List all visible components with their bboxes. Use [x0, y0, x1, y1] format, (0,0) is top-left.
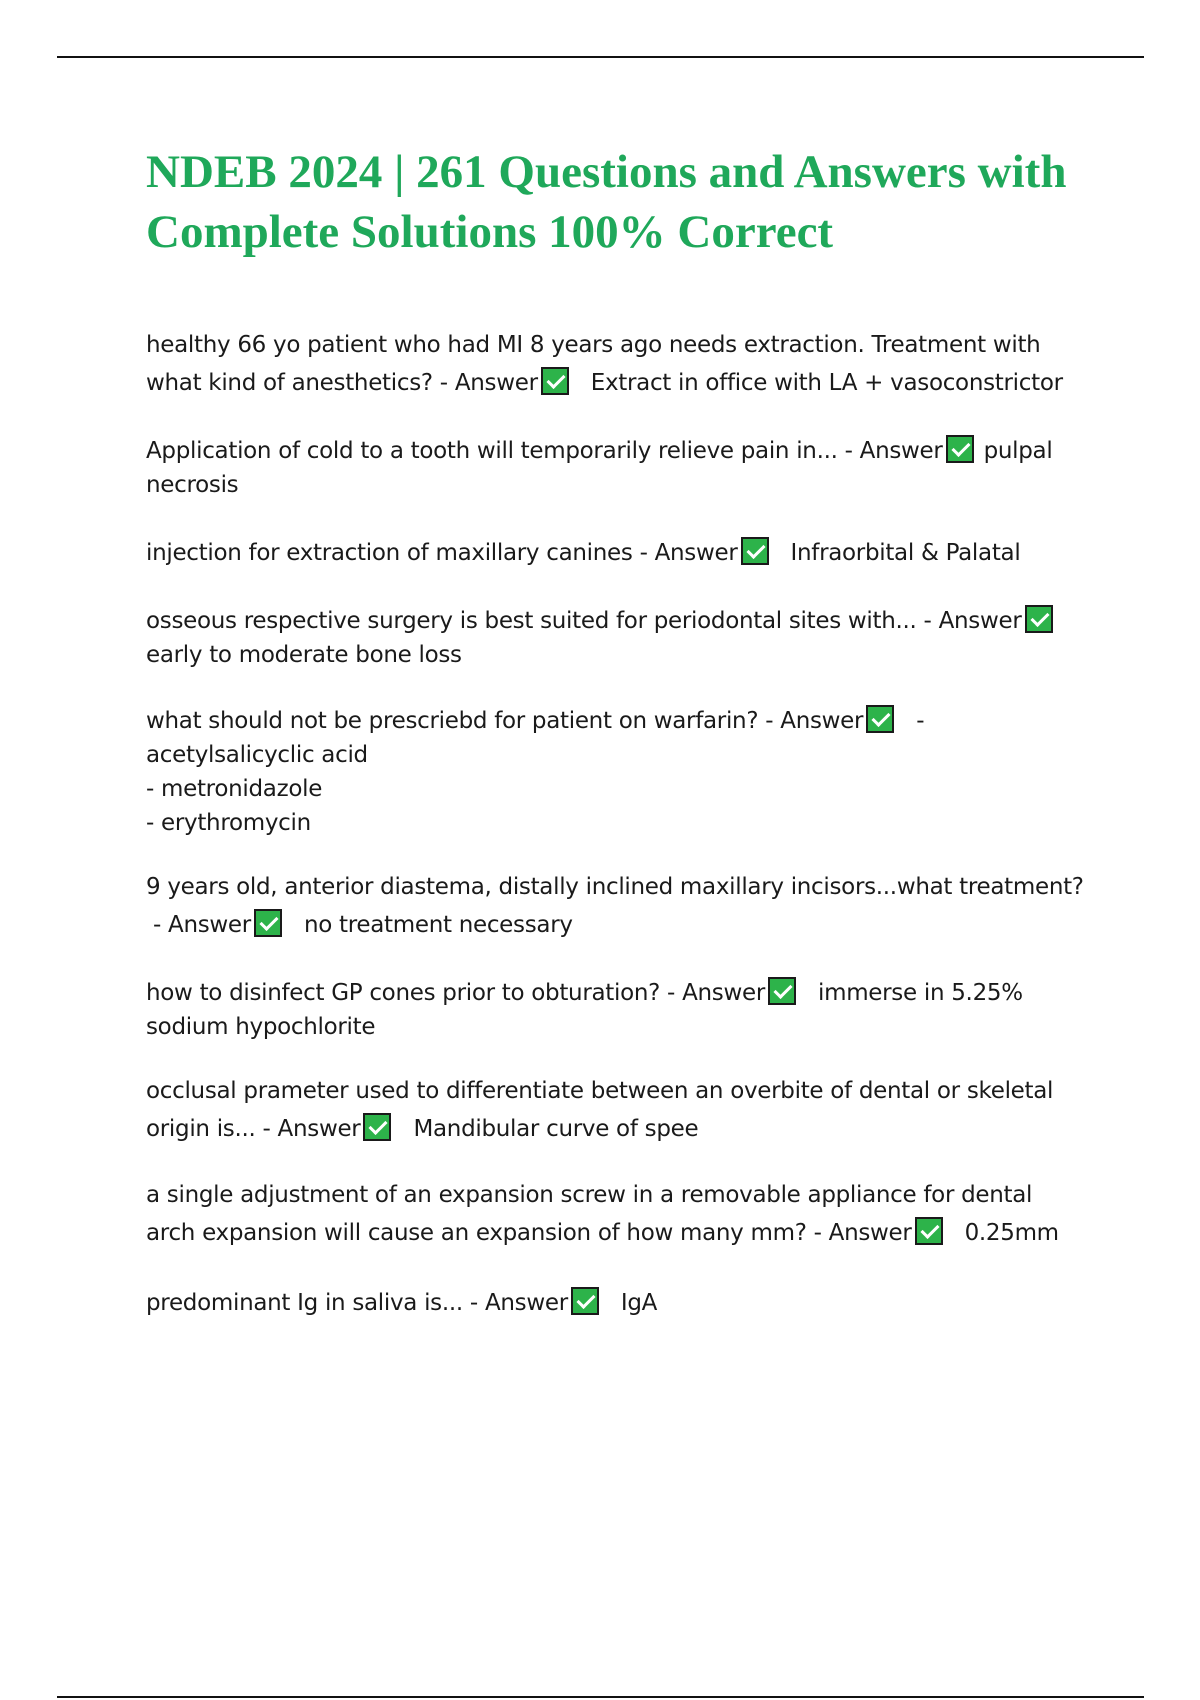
qa-list — [146, 326, 1086, 1354]
answer-text: Mandibular curve of spee — [413, 1116, 699, 1142]
answer-marker: Answer — [277, 1116, 361, 1142]
check-icon — [571, 1287, 599, 1315]
answer-marker: Answer — [654, 540, 738, 566]
answer-marker: Answer — [484, 1290, 568, 1316]
header-rule — [57, 56, 1144, 58]
check-icon — [946, 435, 974, 463]
answer-marker: Answer — [168, 912, 251, 938]
qa-item: predominant Ig in saliva is... - Answer IgA — [146, 1284, 1086, 1322]
answer-text: early to moderate bone loss — [146, 642, 462, 668]
check-icon — [741, 537, 769, 565]
check-icon — [1025, 605, 1053, 633]
answer-text: immerse in 5.25% sodium hypochlorite — [146, 980, 1023, 1040]
qa-item: 9 years old, anterior diastema, distally inclined maxillary incisors...what treatment? - Answer no treatment necessary — [146, 874, 1084, 938]
footer-rule — [57, 1696, 1144, 1698]
question-text: occlusal prameter used to differentiate between an overbite of dental or skeletal origin is... — [146, 1078, 1054, 1142]
qa-item: how to disinfect GP cones prior to obturation? - Answer immerse in 5.25% sodium hypochlorite — [146, 976, 1086, 1044]
answer-text: 0.25mm — [964, 1220, 1059, 1246]
question-text: what should not be prescriebd for patient on warfarin? — [146, 708, 759, 734]
answer-marker: Answer — [859, 438, 943, 464]
answer-marker: Answer — [938, 608, 1022, 634]
question-text: injection for extraction of maxillary canines — [146, 540, 633, 566]
qa-item: occlusal prameter used to differentiate between an overbite of dental or skeletal origin is... - Answer Mandibular curve of spee — [146, 1078, 1054, 1142]
answer-text: Extract in office with LA + vasoconstrictor — [590, 370, 1063, 396]
answer-text: IgA — [620, 1290, 658, 1316]
qa-item: what should not be prescriebd for patient on warfarin? - Answer - acetylsalicyclic acid - metronidazole - erythromycin — [146, 704, 1086, 840]
question-text: Application of cold to a tooth will temporarily relieve pain in... — [146, 438, 838, 464]
answer-marker: Answer — [780, 708, 864, 734]
qa-item: Application of cold to a tooth will temporarily relieve pain in... - Answer pulpal necrosis — [146, 434, 1086, 502]
question-text: how to disinfect GP cones prior to obturation? — [146, 980, 661, 1006]
answer-text: Infraorbital & Palatal — [790, 540, 1021, 566]
answer-list-item: - metronidazole — [146, 776, 323, 802]
check-icon — [915, 1217, 943, 1245]
question-text: healthy 66 yo patient who had MI 8 years ago needs extraction. Treatment with what kind of anesthetics? — [146, 332, 1041, 396]
check-icon — [254, 909, 282, 937]
question-text: predominant Ig in saliva is... — [146, 1290, 463, 1316]
check-icon — [363, 1113, 391, 1141]
answer-text: pulpal necrosis — [146, 438, 1053, 498]
answer-marker: Answer — [828, 1220, 912, 1246]
question-text: 9 years old, anterior diastema, distally inclined maxillary incisors...what treatment? — [146, 874, 1084, 900]
answer-marker: Answer — [454, 370, 538, 396]
answer-text: - acetylsalicyclic acid — [146, 708, 925, 768]
qa-item: osseous respective surgery is best suited for periodontal sites with... - Answer early to moderate bone loss — [146, 604, 1086, 672]
document-title: NDEB 2024 | 261 Questions and Answers with Complete Solutions 100% Correct — [146, 146, 1067, 258]
question-text: osseous respective surgery is best suited for periodontal sites with... — [146, 608, 917, 634]
answer-marker: Answer — [682, 980, 765, 1006]
answer-list-item: - erythromycin — [146, 810, 311, 836]
qa-item: a single adjustment of an expansion screw in a removable appliance for dental arch expansion will cause an expansion of how many mm? - Answer 0.25mm — [146, 1182, 1059, 1246]
answer-text: no treatment necessary — [303, 912, 573, 938]
check-icon — [541, 367, 569, 395]
check-icon — [768, 977, 796, 1005]
question-text: a single adjustment of an expansion screw in a removable appliance for dental arch expansion will cause an expansion of how many mm? — [146, 1182, 1033, 1246]
qa-item: injection for extraction of maxillary canines - Answer Infraorbital & Palatal — [146, 534, 1086, 572]
qa-item: healthy 66 yo patient who had MI 8 years ago needs extraction. Treatment with what kind of anesthetics? - Answer Extract in office with LA + vasoconstrictor — [146, 332, 1063, 396]
check-icon — [866, 705, 894, 733]
